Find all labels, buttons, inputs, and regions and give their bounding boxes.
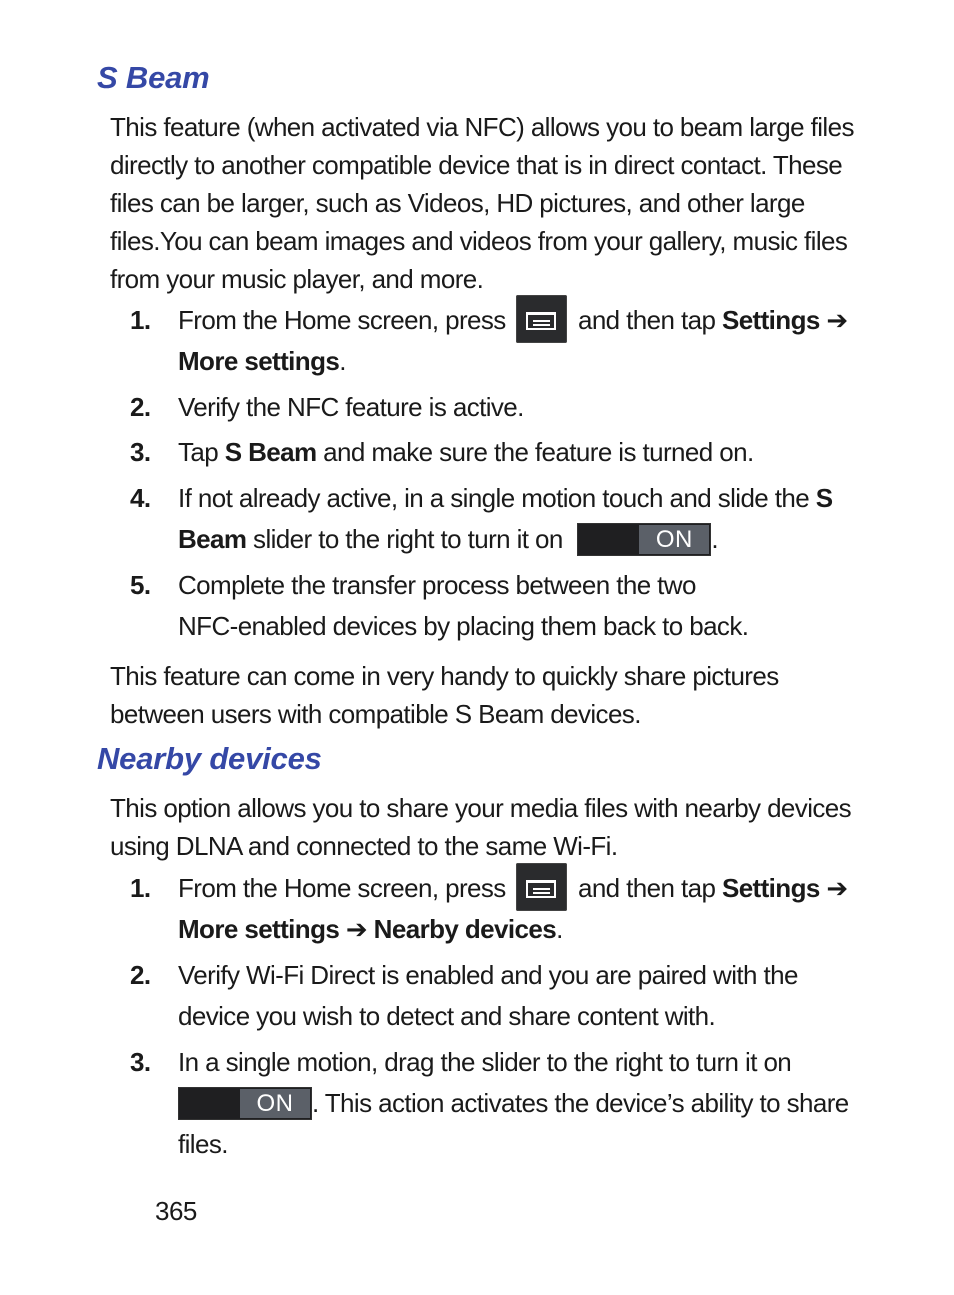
sbeam-intro-line: directly to another compatible device that is in direct contact. These — [110, 150, 843, 180]
step-text: . — [339, 346, 346, 376]
step-text: Verify Wi-Fi Direct is enabled and you are paired with the — [178, 960, 798, 990]
step-number: 2. — [130, 392, 151, 422]
step-number: 2. — [130, 960, 151, 990]
step-body — [178, 478, 890, 560]
sbeam-outro — [110, 657, 885, 733]
sbeam-label-part: Beam — [178, 524, 247, 554]
step-line — [178, 909, 890, 950]
sbeam-intro-line: This feature (when activated via NFC) allows you to beam large files — [110, 112, 854, 142]
arrow-right-icon: ➔ — [826, 305, 848, 335]
sbeam-label-part: S — [815, 483, 833, 513]
toggle-switch-icon — [577, 523, 711, 556]
sbeam-outro-line: This feature can come in very handy to quickly share pictures — [110, 661, 779, 691]
step-text: From the Home screen, press — [178, 873, 506, 903]
step-text: and then tap — [577, 873, 716, 903]
step-line — [178, 432, 890, 473]
step-line — [178, 300, 890, 341]
step-body — [178, 955, 890, 1037]
nearby-devices-label: Nearby devices — [373, 914, 557, 944]
menu-key-icon — [516, 295, 567, 343]
step-text: NFC-enabled devices by placing them back to back. — [178, 611, 749, 641]
step-body — [178, 565, 890, 647]
menu-key-icon — [516, 863, 567, 911]
step-text: If not already active, in a single motion touch and slide the — [178, 483, 810, 513]
step-number: 1. — [130, 873, 151, 903]
step-text: Complete the transfer process between the two — [178, 570, 696, 600]
step-line — [178, 341, 890, 382]
sbeam-label: S Beam — [224, 437, 317, 467]
arrow-right-icon: ➔ — [826, 873, 848, 903]
step-number: 1. — [130, 305, 151, 335]
step-number: 4. — [130, 483, 151, 513]
section-title-nearby-devices: Nearby devices — [97, 741, 322, 776]
page-number: 365 — [155, 1196, 197, 1226]
step-line — [178, 1083, 890, 1124]
step-text: and make sure the feature is turned on. — [323, 437, 754, 467]
nearby-intro-line: using DLNA and connected to the same Wi-Fi. — [110, 831, 618, 861]
step-line — [178, 478, 890, 519]
step-text: In a single motion, drag the slider to the right to turn it on — [178, 1047, 792, 1077]
menu-key-line — [533, 892, 550, 894]
sbeam-intro-line: files can be larger, such as Videos, HD pictures, and other large — [110, 188, 805, 218]
step-body — [178, 387, 890, 428]
toggle-on-label: ON — [639, 525, 709, 554]
sbeam-intro-line: from your music player, and more. — [110, 264, 484, 294]
step-text: . This action activates the device’s ability to share — [312, 1088, 849, 1118]
step-body — [178, 868, 890, 950]
toggle-on-label: ON — [240, 1089, 310, 1118]
step-text: . — [711, 524, 719, 554]
step-text: device you wish to detect and share content with. — [178, 1001, 716, 1031]
more-settings-label: More settings — [178, 346, 340, 376]
step-number: 3. — [130, 1047, 151, 1077]
step-number: 3. — [130, 437, 151, 467]
sbeam-intro-line: files.You can beam images and videos from your gallery, music files — [110, 226, 848, 256]
more-settings-label: More settings — [178, 914, 340, 944]
step-text: slider to the right to turn it on — [253, 524, 563, 554]
arrow-right-icon: ➔ — [345, 914, 368, 944]
step-body — [178, 1042, 890, 1165]
nearby-intro-line: This option allows you to share your media files with nearby devices — [110, 793, 852, 823]
step-text: From the Home screen, press — [178, 305, 506, 335]
step-body — [178, 300, 890, 382]
toggle-switch-icon — [178, 1087, 312, 1120]
step-line — [178, 868, 890, 909]
settings-label: Settings — [721, 305, 820, 335]
menu-key-line — [533, 888, 550, 890]
section-title-sbeam: S Beam — [97, 60, 210, 95]
step-number: 5. — [130, 570, 151, 600]
menu-key-line — [533, 320, 550, 322]
step-text: Verify the NFC feature is active. — [178, 392, 524, 422]
menu-key-line — [533, 324, 550, 326]
step-line — [178, 519, 890, 560]
nearby-intro — [110, 789, 885, 865]
step-text: and then tap — [577, 305, 716, 335]
sbeam-outro-line: between users with compatible S Beam devices. — [110, 699, 641, 729]
step-text: files. — [178, 1129, 228, 1159]
step-text: Tap — [178, 437, 219, 467]
settings-label: Settings — [721, 873, 820, 903]
sbeam-intro — [110, 108, 885, 298]
step-body — [178, 432, 890, 473]
step-text: . — [556, 914, 563, 944]
